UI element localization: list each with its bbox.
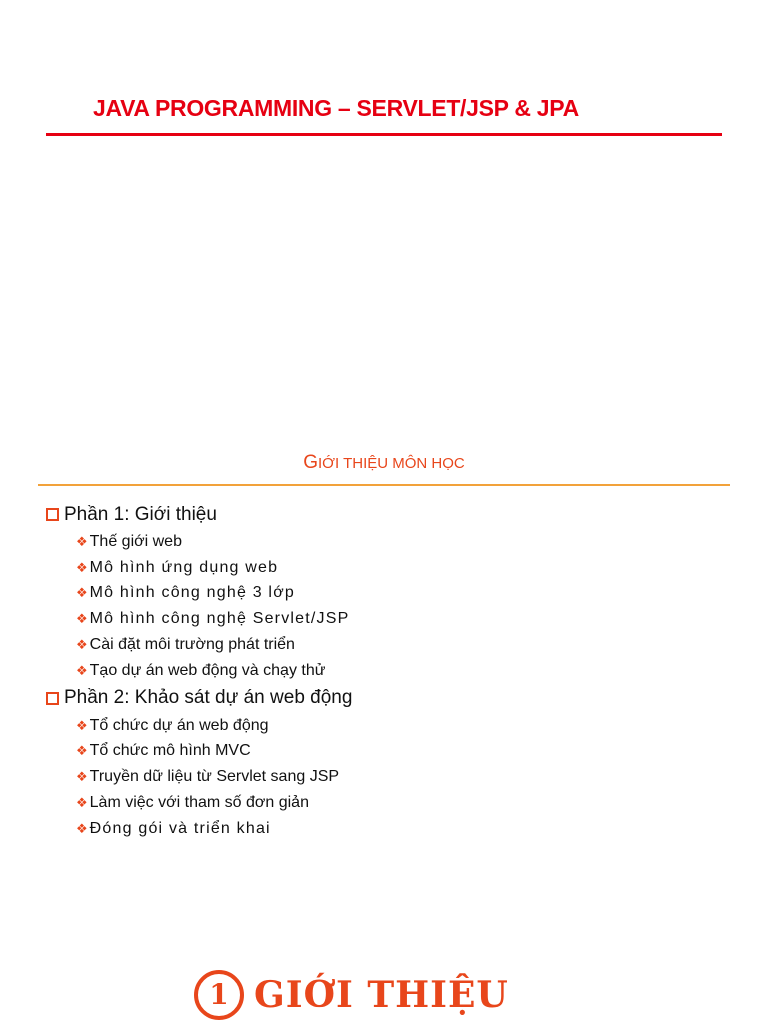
list-item — [46, 739, 736, 765]
chapter-number-circle: 1 — [194, 970, 244, 1020]
four-diamond-icon: ❖ — [76, 559, 88, 575]
four-diamond-icon: ❖ — [76, 662, 88, 678]
four-diamond-icon: ❖ — [76, 585, 88, 601]
section-title-rest: IỚI THIỆU MÔN HỌC — [318, 455, 465, 472]
list-item-text: Thế giới web — [89, 532, 182, 550]
title-divider — [46, 133, 722, 136]
list-item — [46, 555, 736, 581]
list-item-text: Truyền dữ liệu từ Servlet sang JSP — [89, 768, 340, 786]
course-outline — [46, 500, 736, 842]
list-item-text: Mô hình công nghệ Servlet/JSP — [89, 610, 350, 628]
part-1-heading — [46, 500, 736, 529]
list-item-text: Tổ chức dự án web động — [89, 716, 269, 734]
list-item-text: Đóng gói và triển khai — [89, 819, 271, 837]
four-diamond-icon: ❖ — [76, 743, 88, 759]
list-item — [46, 816, 736, 842]
list-item — [46, 606, 736, 632]
four-diamond-icon: ❖ — [76, 795, 88, 811]
part-1-label: Phần 1: Giới thiệu — [64, 503, 217, 525]
list-item-text: Mô hình ứng dụng web — [89, 558, 279, 576]
list-item-text: Mô hình công nghệ 3 lớp — [89, 584, 295, 602]
list-item — [46, 764, 736, 790]
list-item-text: Tổ chức mô hình MVC — [89, 742, 251, 760]
four-diamond-icon: ❖ — [76, 820, 88, 836]
list-item — [46, 581, 736, 607]
part-2-label: Phần 2: Khảo sát dự án web động — [64, 687, 353, 709]
chapter-badge — [194, 970, 509, 1020]
list-item — [46, 713, 736, 739]
list-item — [46, 790, 736, 816]
four-diamond-icon: ❖ — [76, 769, 88, 785]
list-item-text: Tạo dự án web động và chạy thử — [89, 661, 326, 679]
document-title: JAVA PROGRAMMING – SERVLET/JSP & JPA — [93, 95, 579, 121]
four-diamond-icon: ❖ — [76, 611, 88, 627]
list-item — [46, 658, 736, 684]
list-item-text: Làm việc với tham số đơn giản — [89, 794, 309, 812]
section-title-initial: G — [303, 452, 318, 473]
section-divider — [38, 484, 730, 486]
chapter-label: GIỚI THIỆU — [254, 974, 509, 1016]
hollow-square-icon — [46, 692, 59, 705]
four-diamond-icon: ❖ — [76, 533, 88, 549]
section-title — [0, 452, 768, 474]
list-item — [46, 529, 736, 555]
part-2-heading — [46, 684, 736, 713]
four-diamond-icon: ❖ — [76, 717, 88, 733]
list-item-text: Cài đặt môi trường phát triển — [89, 636, 295, 654]
hollow-square-icon — [46, 508, 59, 521]
four-diamond-icon: ❖ — [76, 637, 88, 653]
list-item — [46, 632, 736, 658]
